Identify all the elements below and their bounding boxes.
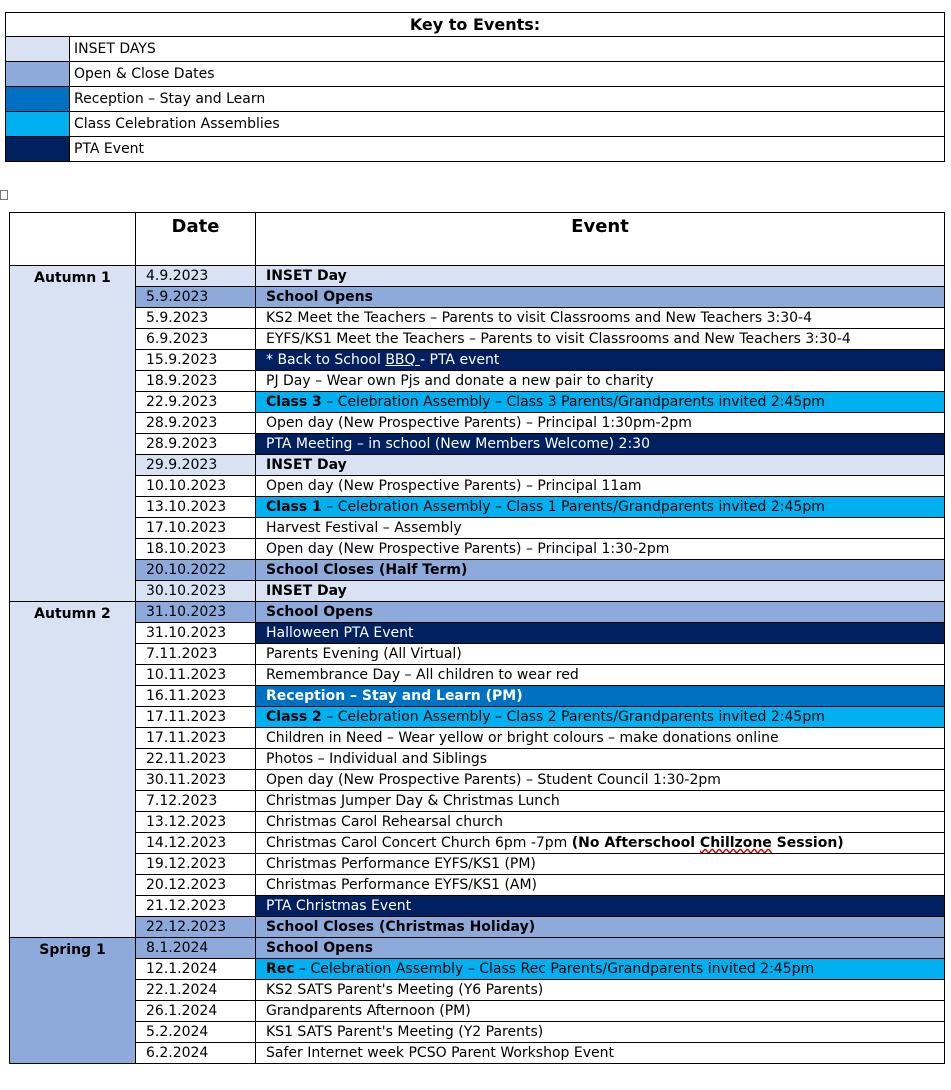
event-date: 4.9.2023 bbox=[136, 266, 256, 287]
event-text: Christmas Carol Rehearsal church bbox=[256, 812, 945, 833]
event-date: 22.12.2023 bbox=[136, 917, 256, 938]
table-row bbox=[10, 959, 945, 980]
event-text: KS2 SATS Parent's Meeting (Y6 Parents) bbox=[256, 980, 945, 1001]
key-swatch-pta bbox=[6, 137, 70, 162]
event-text: School Opens bbox=[256, 602, 945, 623]
event-date: 13.10.2023 bbox=[136, 497, 256, 518]
event-text: Open day (New Prospective Parents) – Student Council 1:30-2pm bbox=[256, 770, 945, 791]
event-text-part: * Back to School bbox=[266, 352, 386, 368]
event-date: 17.11.2023 bbox=[136, 728, 256, 749]
table-header-row bbox=[10, 213, 945, 266]
event-text: EYFS/KS1 Meet the Teachers – Parents to visit Classrooms and New Teachers 3:30-4 bbox=[256, 329, 945, 350]
key-item bbox=[6, 62, 945, 87]
date-header: Date bbox=[136, 213, 256, 266]
event-text: KS2 Meet the Teachers – Parents to visit Classrooms and New Teachers 3:30-4 bbox=[256, 308, 945, 329]
event-date: 15.9.2023 bbox=[136, 350, 256, 371]
key-label: Open & Close Dates bbox=[70, 62, 945, 87]
table-row bbox=[10, 707, 945, 728]
event-text: Remembrance Day – All children to wear red bbox=[256, 665, 945, 686]
event-text bbox=[256, 959, 945, 980]
table-row bbox=[10, 644, 945, 665]
event-date: 18.9.2023 bbox=[136, 371, 256, 392]
event-text-part: – Celebration Assembly – Class 2 Parents/Grandparents invited 2:45pm bbox=[321, 709, 825, 725]
event-date: 26.1.2024 bbox=[136, 1001, 256, 1022]
event-class-name: Class 3 bbox=[266, 394, 322, 410]
event-date: 21.12.2023 bbox=[136, 896, 256, 917]
table-row bbox=[10, 266, 945, 287]
event-text: Photos – Individual and Siblings bbox=[256, 749, 945, 770]
term-spring-1: Spring 1 bbox=[10, 938, 136, 1064]
table-row bbox=[10, 686, 945, 707]
event-date: 6.9.2023 bbox=[136, 329, 256, 350]
event-text: PJ Day – Wear own Pjs and donate a new pair to charity bbox=[256, 371, 945, 392]
event-text: INSET Day bbox=[256, 266, 945, 287]
event-date: 19.12.2023 bbox=[136, 854, 256, 875]
table-row bbox=[10, 518, 945, 539]
event-text-part: - PTA event bbox=[420, 352, 500, 368]
event-date: 29.9.2023 bbox=[136, 455, 256, 476]
table-row bbox=[10, 350, 945, 371]
key-title: Key to Events: bbox=[6, 13, 945, 37]
table-row bbox=[10, 434, 945, 455]
key-item bbox=[6, 37, 945, 62]
event-date: 8.1.2024 bbox=[136, 938, 256, 959]
event-date: 5.2.2024 bbox=[136, 1022, 256, 1043]
table-row bbox=[10, 560, 945, 581]
term-autumn-2: Autumn 2 bbox=[10, 602, 136, 938]
event-date: 22.1.2024 bbox=[136, 980, 256, 1001]
event-text: KS1 SATS Parent's Meeting (Y2 Parents) bbox=[256, 1022, 945, 1043]
term-autumn-1: Autumn 1 bbox=[10, 266, 136, 602]
event-date: 10.11.2023 bbox=[136, 665, 256, 686]
event-text bbox=[256, 497, 945, 518]
key-to-events-table bbox=[5, 12, 945, 162]
key-label: Reception – Stay and Learn bbox=[70, 87, 945, 112]
event-class-name: Class 2 bbox=[266, 709, 322, 725]
event-text: Safer Internet week PCSO Parent Workshop Event bbox=[256, 1043, 945, 1064]
table-row bbox=[10, 728, 945, 749]
table-row bbox=[10, 917, 945, 938]
table-row bbox=[10, 371, 945, 392]
event-text: Christmas Performance EYFS/KS1 (AM) bbox=[256, 875, 945, 896]
event-text: School Closes (Christmas Holiday) bbox=[256, 917, 945, 938]
event-text: Children in Need – Wear yellow or bright colours – make donations online bbox=[256, 728, 945, 749]
table-row bbox=[10, 602, 945, 623]
event-date: 31.10.2023 bbox=[136, 623, 256, 644]
event-date: 30.11.2023 bbox=[136, 770, 256, 791]
event-date: 17.10.2023 bbox=[136, 518, 256, 539]
event-text: Reception – Stay and Learn (PM) bbox=[256, 686, 945, 707]
table-row bbox=[10, 287, 945, 308]
event-date: 18.10.2023 bbox=[136, 539, 256, 560]
table-row bbox=[10, 392, 945, 413]
event-text-part: Session) bbox=[771, 835, 844, 851]
event-text bbox=[256, 707, 945, 728]
table-row bbox=[10, 1001, 945, 1022]
table-row bbox=[10, 413, 945, 434]
event-text: School Opens bbox=[256, 938, 945, 959]
table-row bbox=[10, 749, 945, 770]
event-text bbox=[256, 392, 945, 413]
event-class-name: Rec bbox=[266, 961, 295, 977]
event-text: Grandparents Afternoon (PM) bbox=[256, 1001, 945, 1022]
table-row bbox=[10, 1022, 945, 1043]
term-header bbox=[10, 213, 136, 266]
event-text: Open day (New Prospective Parents) – Principal 1:30pm-2pm bbox=[256, 413, 945, 434]
table-row bbox=[10, 476, 945, 497]
event-date: 28.9.2023 bbox=[136, 434, 256, 455]
table-row bbox=[10, 854, 945, 875]
event-text: Harvest Festival – Assembly bbox=[256, 518, 945, 539]
event-date: 20.12.2023 bbox=[136, 875, 256, 896]
event-date: 7.12.2023 bbox=[136, 791, 256, 812]
table-move-handle-icon[interactable] bbox=[0, 190, 8, 200]
event-date: 28.9.2023 bbox=[136, 413, 256, 434]
event-text-part: – Celebration Assembly – Class Rec Parents/Grandparents invited 2:45pm bbox=[294, 961, 815, 977]
table-row bbox=[10, 497, 945, 518]
event-date: 22.9.2023 bbox=[136, 392, 256, 413]
table-row bbox=[10, 896, 945, 917]
key-label: Class Celebration Assemblies bbox=[70, 112, 945, 137]
event-date: 20.10.2022 bbox=[136, 560, 256, 581]
table-row bbox=[10, 938, 945, 959]
event-text: Christmas Jumper Day & Christmas Lunch bbox=[256, 791, 945, 812]
event-text-part: – Celebration Assembly – Class 1 Parents/Grandparents invited 2:45pm bbox=[321, 499, 825, 515]
event-date: 5.9.2023 bbox=[136, 287, 256, 308]
event-date: 6.2.2024 bbox=[136, 1043, 256, 1064]
table-row bbox=[10, 875, 945, 896]
key-swatch-inset bbox=[6, 37, 70, 62]
event-date: 7.11.2023 bbox=[136, 644, 256, 665]
event-text bbox=[256, 833, 945, 854]
key-label: INSET DAYS bbox=[70, 37, 945, 62]
event-text: School Opens bbox=[256, 287, 945, 308]
key-item bbox=[6, 87, 945, 112]
key-label: PTA Event bbox=[70, 137, 945, 162]
event-text: Halloween PTA Event bbox=[256, 623, 945, 644]
event-date: 16.11.2023 bbox=[136, 686, 256, 707]
event-text-part: Christmas Carol Concert Church 6pm -7pm bbox=[266, 835, 572, 851]
event-date: 10.10.2023 bbox=[136, 476, 256, 497]
events-calendar-table bbox=[9, 212, 945, 1064]
event-text: Open day (New Prospective Parents) – Principal 1:30-2pm bbox=[256, 539, 945, 560]
event-text: Parents Evening (All Virtual) bbox=[256, 644, 945, 665]
event-date: 12.1.2024 bbox=[136, 959, 256, 980]
event-link-bbq[interactable]: BBQ bbox=[385, 352, 421, 368]
table-row bbox=[10, 539, 945, 560]
key-item bbox=[6, 112, 945, 137]
event-text: PTA Christmas Event bbox=[256, 896, 945, 917]
event-date: 31.10.2023 bbox=[136, 602, 256, 623]
key-swatch-open-close bbox=[6, 62, 70, 87]
table-row bbox=[10, 581, 945, 602]
table-row bbox=[10, 791, 945, 812]
table-row bbox=[10, 665, 945, 686]
table-row bbox=[10, 770, 945, 791]
event-date: 5.9.2023 bbox=[136, 308, 256, 329]
event-text-part: – Celebration Assembly – Class 3 Parents/Grandparents invited 2:45pm bbox=[321, 394, 825, 410]
event-header: Event bbox=[256, 213, 945, 266]
event-class-name: Class 1 bbox=[266, 499, 322, 515]
table-row bbox=[10, 980, 945, 1001]
event-text: Christmas Performance EYFS/KS1 (PM) bbox=[256, 854, 945, 875]
table-row bbox=[10, 455, 945, 476]
key-swatch-celebration bbox=[6, 112, 70, 137]
event-text: PTA Meeting – in school (New Members Welcome) 2:30 bbox=[256, 434, 945, 455]
event-text: Open day (New Prospective Parents) – Principal 11am bbox=[256, 476, 945, 497]
event-date: 17.11.2023 bbox=[136, 707, 256, 728]
event-date: 30.10.2023 bbox=[136, 581, 256, 602]
event-text: School Closes (Half Term) bbox=[256, 560, 945, 581]
key-swatch-reception bbox=[6, 87, 70, 112]
event-text bbox=[256, 350, 945, 371]
event-text: INSET Day bbox=[256, 455, 945, 476]
table-row bbox=[10, 1043, 945, 1064]
table-row bbox=[10, 329, 945, 350]
event-text-part: (No Afterschool bbox=[571, 835, 700, 851]
key-item bbox=[6, 137, 945, 162]
table-row bbox=[10, 308, 945, 329]
event-date: 14.12.2023 bbox=[136, 833, 256, 854]
table-row bbox=[10, 812, 945, 833]
table-row bbox=[10, 833, 945, 854]
event-date: 13.12.2023 bbox=[136, 812, 256, 833]
event-text: INSET Day bbox=[256, 581, 945, 602]
table-row bbox=[10, 623, 945, 644]
event-text-part: Chillzone bbox=[699, 835, 772, 851]
event-date: 22.11.2023 bbox=[136, 749, 256, 770]
